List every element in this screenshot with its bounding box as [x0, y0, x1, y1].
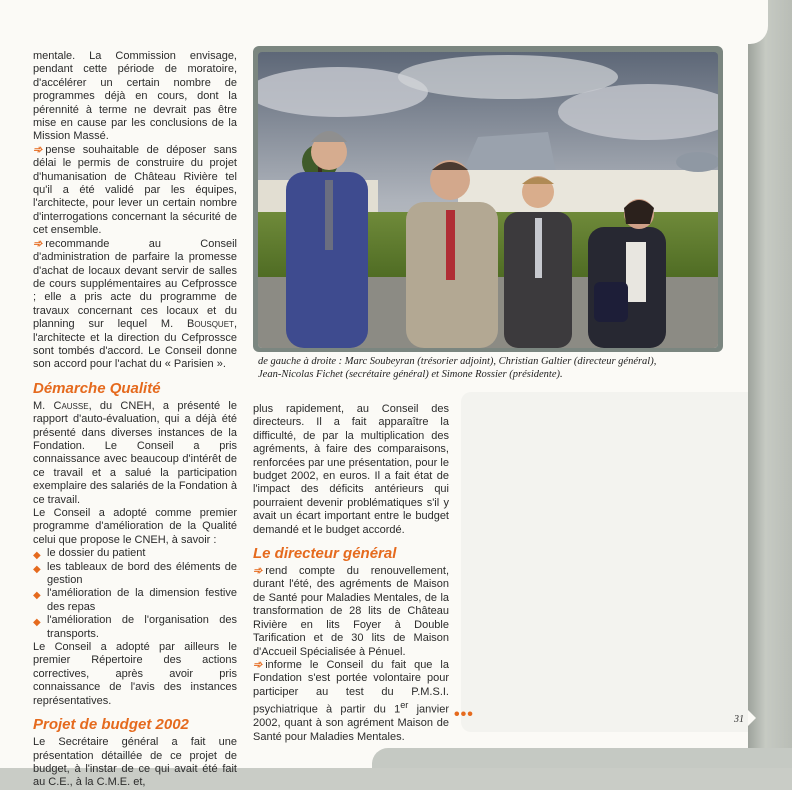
bottom-band: [372, 748, 792, 768]
left-column: [33, 50, 237, 790]
heading-directeur-general: Le directeur général: [253, 545, 397, 563]
heading-demarche-qualite: Démarche Qualité: [33, 379, 161, 397]
paragraph-programme: Le Conseil a adopté comme premier programme d'amélioration de la Qualité celui que propose le CNEH, à savoir :: [33, 507, 237, 546]
paragraph-cneh: M. Causse, du CNEH, a présenté le rapport d'auto-évaluation, qui a déjà été présenté dans diverses instances de la Fondation. Le Conseil a pris connaissance avec beaucoup d'intérêt de ce travail et a salué la participation exemplaire des salariés de la Fondation à ce travail.: [33, 399, 237, 506]
arrow-icon: ➾: [33, 237, 42, 250]
page-number: 31: [734, 714, 744, 725]
list-item: ◆ les tableaux de bord des éléments de gestion: [33, 560, 237, 587]
paragraph-repertoire: Le Conseil a adopté par ailleurs le premier Répertoire des actions correctives, après avoir pris connaissance de l'avis des instances représentatives.: [33, 641, 237, 707]
list-item: ◆ l'amélioration de l'organisation des transports.: [33, 614, 237, 640]
paragraph-budget-continued: plus rapidement, au Conseil des directeurs. Il a fait apparaître la difficulté, de par la multiplication des agréments, à faire des comparaisons, renforcées par une présentation, pour le budget 2002, en euros. Il a fait état de l'impact des déficits antérieurs qui pourraient devenir problématiques s'il y avait un écart important entre le budget demandé et le budget accordé.: [253, 403, 449, 536]
arrow-icon: ➾: [33, 143, 42, 156]
paragraph-moratoire: mentale. La Commission envisage, pendant cette période de moratoire, d'accélérer un certain nombre de programmes déjà en cours, dont la pérennité à terme ne devrait pas être mise en cause par les conclusions de la Mission Massé.: [33, 50, 237, 143]
paragraph-budget: Le Secrétaire général a fait une présentation détaillée de ce projet de budget, à l'instar de ce qui avait été fait au C.E., à la C.M.E. et,: [33, 736, 237, 789]
right-column: [253, 403, 449, 744]
group-photo-drawing: [258, 52, 718, 348]
paragraph-locaux: ➾ recommande au Conseil d'administration de parfaire la promesse d'achat de locaux devant servir de salles de cours supplémentaires au Cefprossce ; elle a pris acte du programme de travaux concernant ces locaux et du planning sur lequel M. Bousquet, l'architecte et la direction du Cefprossce sont tombés d'accord. Le Conseil donne son accord pour l'achat du « Parisien ».: [33, 237, 237, 371]
quality-list: [33, 547, 237, 641]
diamond-bullet-icon: ◆: [33, 550, 41, 562]
heading-projet-budget: Projet de budget 2002: [33, 716, 189, 734]
page-gutter: [748, 0, 792, 768]
caption-line-1: de gauche à droite : Marc Soubeyran (trésorier adjoint), Christian Galtier (directeur général),: [258, 356, 657, 367]
faded-panel: [461, 392, 748, 732]
list-item: ◆ l'amélioration de la dimension festive des repas: [33, 587, 237, 613]
arrow-icon: ➾: [253, 658, 262, 671]
group-photo: [258, 52, 718, 348]
diamond-bullet-icon: ◆: [33, 617, 41, 629]
photo-caption: [258, 355, 723, 381]
diamond-bullet-icon: ◆: [33, 590, 41, 602]
caption-line-2: Jean-Nicolas Fichet (secrétaire général) et Simone Rossier (présidente).: [258, 369, 563, 380]
diamond-bullet-icon: ◆: [33, 563, 41, 575]
arrow-icon: ➾: [253, 565, 262, 578]
continuation-dots: •••: [454, 706, 474, 723]
paragraph-pmsi: ➾ informe le Conseil du fait que la Fondation s'est portée volontaire pour participer au test du P.M.S.I. psychiatrique à partir du 1er janvier 2002, quant à son agrément Maison de Santé pour Maladies Mentales.: [253, 658, 449, 743]
page-number-tab: [748, 710, 756, 726]
paragraph-permis: ➾ pense souhaitable de déposer sans délai le permis de construire du projet d'humanisation de Château Rivière tel qu'il a été validé par les équipes, l'architecte, pour lever un certain nombre d'interrogations concernant la sécurité de cet ensemble.: [33, 143, 237, 237]
list-item: ◆ le dossier du patient: [33, 547, 146, 562]
paragraph-agrements: ➾ rend compte du renouvellement, durant l'été, des agréments de Maison de Santé pour Maladies Mentales, de la transformation de 28 lits de Château Rivière en lits Foyer à Double Tarification et de 30 lits de Maison d'Accueil Spécialisée à Pénuel.: [253, 565, 449, 658]
